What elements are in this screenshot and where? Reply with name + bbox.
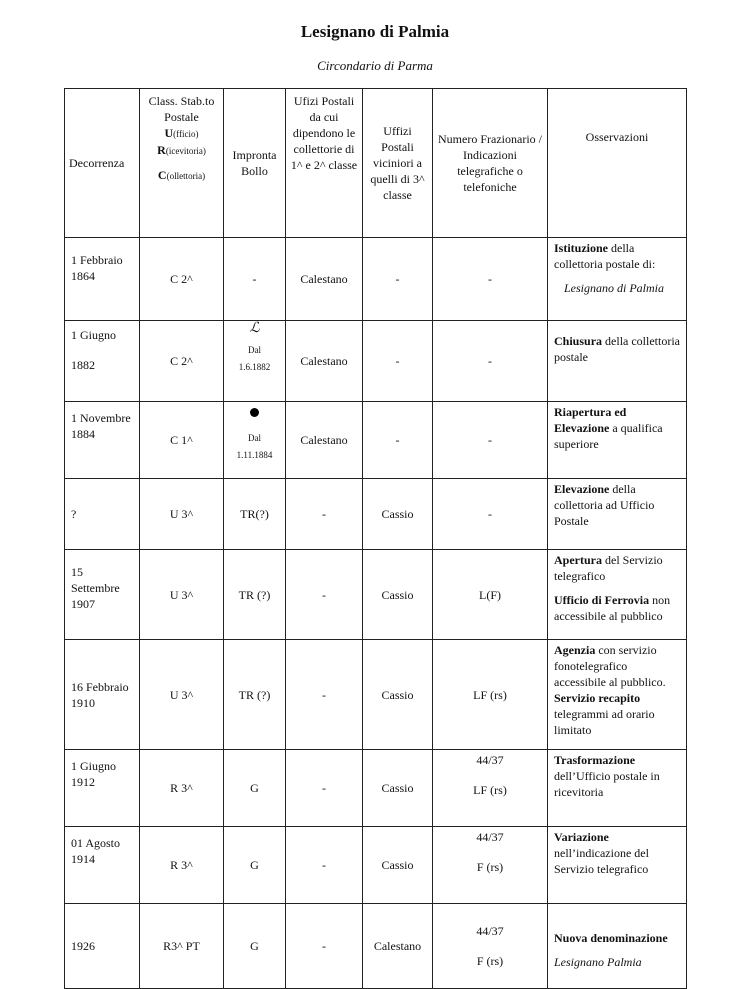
impronta-dal: Dal: [248, 433, 261, 443]
stamp-dot-icon: [250, 408, 259, 417]
header-classe-r: R: [157, 143, 166, 157]
cell-uffizi: Cassio: [363, 827, 433, 904]
header-uffizi: Uffizi Postali viciniori a quelli di 3^ classe: [363, 89, 433, 238]
table-row: [65, 550, 687, 640]
stamp-l-icon: ℒ: [249, 321, 260, 336]
cell-classe: C 1^: [140, 402, 224, 479]
obs-bold: Chiusura: [554, 334, 603, 348]
obs-text: del Servizio telegrafico: [554, 553, 663, 583]
decorrenza-line: ?: [71, 507, 77, 521]
obs-text: con servizio fonotelegrafico accessibile al pubblico.: [554, 643, 666, 689]
cell-numero: [433, 827, 548, 904]
numero-frazionario: 44/37: [476, 830, 504, 844]
obs-bold-2: Ufficio di Ferrovia: [554, 593, 650, 607]
obs-bold: Istituzione: [554, 241, 608, 255]
cell-classe: U 3^: [140, 640, 224, 750]
obs-text: della collettoria ad Ufficio Postale: [554, 482, 655, 528]
header-classe-r-rest: (icevitoria): [165, 146, 206, 156]
header-classe-u: U: [164, 126, 174, 140]
cell-numero: L(F): [433, 550, 548, 640]
obs-text: della collettoria postale: [554, 334, 680, 364]
decorrenza-line: 1884: [71, 427, 95, 441]
numero-indicazione: F (rs): [476, 954, 504, 968]
cell-ufizi: Calestano: [286, 402, 363, 479]
impronta-date: 1.11.1884: [236, 450, 273, 460]
obs-text-2: non accessibile al pubblico: [554, 593, 671, 623]
cell-classe: U 3^: [140, 479, 224, 550]
decorrenza-line: 1926: [71, 939, 95, 953]
header-decorrenza: Decorrenza: [65, 89, 140, 238]
cell-decorrenza: [65, 640, 140, 750]
cell-numero: -: [433, 479, 548, 550]
cell-classe: R 3^: [140, 827, 224, 904]
decorrenza-line: 1910: [71, 695, 95, 710]
decorrenza-line: 15: [71, 565, 83, 579]
cell-classe: U 3^: [140, 550, 224, 640]
header-numero: Numero Frazionario / Indicazioni telegrafiche o telefoniche: [433, 89, 548, 238]
decorrenza-line: 1907: [71, 597, 95, 611]
cell-ufizi: -: [286, 827, 363, 904]
cell-impronta: G: [224, 750, 286, 827]
cell-numero: [433, 750, 548, 827]
obs-bold: Trasformazione: [554, 753, 636, 767]
cell-osservazioni: [548, 321, 687, 402]
obs-bold: Nuova denominazione: [554, 931, 668, 945]
cell-ufizi: Calestano: [286, 238, 363, 321]
cell-classe: R 3^: [140, 750, 224, 827]
cell-decorrenza: [65, 479, 140, 550]
cell-osservazioni: [548, 550, 687, 640]
cell-impronta: TR (?): [224, 550, 286, 640]
decorrenza-line: Settembre: [71, 581, 120, 595]
cell-osservazioni: [548, 479, 687, 550]
table-row: [65, 479, 687, 550]
decorrenza-line: 1 Novembre: [71, 411, 131, 425]
cell-decorrenza: [65, 750, 140, 827]
decorrenza-line: 1 Febbraio: [71, 253, 123, 267]
cell-osservazioni: [548, 827, 687, 904]
cell-uffizi: -: [363, 238, 433, 321]
table-row: [65, 402, 687, 479]
decorrenza-line: 1 Giugno: [71, 328, 116, 342]
document-title: Lesignano di Palmia: [300, 22, 450, 41]
cell-classe: R3^ PT: [140, 904, 224, 989]
obs-text: dell’Ufficio postale in ricevitoria: [554, 769, 660, 799]
table-row: [65, 827, 687, 904]
table-header-row: [65, 89, 687, 238]
decorrenza-line: 16 Febbraio: [71, 679, 129, 694]
cell-numero: -: [433, 321, 548, 402]
header-classe-u-rest: (fficio): [173, 129, 199, 139]
obs-text: nell’indicazione del Servizio telegrafico: [554, 846, 649, 876]
cell-classe: C 2^: [140, 238, 224, 321]
cell-decorrenza: [65, 402, 140, 479]
numero-frazionario: 44/37: [476, 753, 504, 767]
impronta-dal: Dal: [248, 345, 261, 355]
cell-osservazioni: [548, 750, 687, 827]
header-impronta: Impronta Bollo: [224, 89, 286, 238]
cell-uffizi: Cassio: [363, 640, 433, 750]
obs-text: della collettoria postale di:: [554, 241, 656, 271]
cell-numero: [433, 904, 548, 989]
obs-bold: Riapertura ed Elevazione: [554, 405, 627, 435]
header-classe-line2: Postale: [164, 110, 199, 124]
cell-uffizi: -: [363, 321, 433, 402]
cell-osservazioni: [548, 904, 687, 989]
cell-osservazioni: [548, 402, 687, 479]
cell-osservazioni: [548, 238, 687, 321]
table-row: [65, 238, 687, 321]
cell-uffizi: Calestano: [363, 904, 433, 989]
decorrenza-line: 01 Agosto: [71, 836, 121, 850]
numero-indicazione: F (rs): [476, 860, 504, 874]
cell-osservazioni: [548, 640, 687, 750]
header-ufizi: Ufizi Postali da cui dipendono le collettorie di 1^ e 2^ classe: [286, 89, 363, 238]
cell-decorrenza: [65, 321, 140, 402]
cell-ufizi: -: [286, 640, 363, 750]
obs-bold-2: Servizio recapito: [554, 691, 641, 705]
obs-text-2: telegrammi ad orario limitato: [554, 707, 655, 737]
cell-decorrenza: [65, 550, 140, 640]
cell-ufizi: Calestano: [286, 321, 363, 402]
cell-numero: -: [433, 238, 548, 321]
cell-decorrenza: [65, 904, 140, 989]
cell-decorrenza: [65, 827, 140, 904]
table-row: [65, 321, 687, 402]
header-classe-line1: Class. Stab.to: [148, 94, 215, 108]
cell-uffizi: Cassio: [363, 750, 433, 827]
header-osservazioni: Osservazioni: [548, 89, 687, 238]
obs-bold: Apertura: [554, 553, 602, 567]
numero-indicazione: LF (rs): [473, 783, 507, 797]
table-row: [65, 640, 687, 750]
cell-impronta: G: [224, 827, 286, 904]
cell-impronta: TR(?): [224, 479, 286, 550]
table-row: [65, 750, 687, 827]
decorrenza-line: 1882: [71, 358, 95, 372]
document-subtitle: Circondario di Parma: [317, 58, 433, 73]
cell-uffizi: Cassio: [363, 550, 433, 640]
impronta-date: 1.6.1882: [238, 362, 271, 372]
numero-frazionario: 44/37: [476, 924, 504, 938]
cell-ufizi: -: [286, 750, 363, 827]
header-classe: [140, 89, 224, 238]
obs-bold: Elevazione: [554, 482, 610, 496]
decorrenza-line: 1914: [71, 852, 95, 866]
cell-impronta: -: [224, 238, 286, 321]
obs-text: a qualifica superiore: [554, 421, 663, 451]
cell-classe: C 2^: [140, 321, 224, 402]
cell-decorrenza: [65, 238, 140, 321]
obs-italic: Lesignano di Palmia: [564, 281, 665, 295]
cell-ufizi: -: [286, 904, 363, 989]
postal-history-table: [64, 88, 687, 989]
cell-ufizi: -: [286, 550, 363, 640]
header-classe-c: C: [157, 168, 167, 182]
obs-bold: Variazione: [554, 830, 609, 844]
obs-italic: Lesignano Palmia: [554, 955, 642, 969]
cell-impronta: [224, 402, 286, 479]
cell-uffizi: Cassio: [363, 479, 433, 550]
cell-ufizi: -: [286, 479, 363, 550]
header-classe-c-rest: (ollettoria): [166, 171, 206, 181]
obs-bold: Agenzia: [554, 643, 596, 657]
cell-impronta: G: [224, 904, 286, 989]
cell-uffizi: -: [363, 402, 433, 479]
cell-impronta: [224, 321, 286, 402]
decorrenza-line: 1 Giugno: [71, 759, 116, 773]
cell-numero: -: [433, 402, 548, 479]
cell-impronta: TR (?): [224, 640, 286, 750]
decorrenza-line: 1864: [71, 269, 95, 283]
cell-numero: LF (rs): [433, 640, 548, 750]
decorrenza-line: 1912: [71, 775, 95, 789]
table-row: [65, 904, 687, 989]
